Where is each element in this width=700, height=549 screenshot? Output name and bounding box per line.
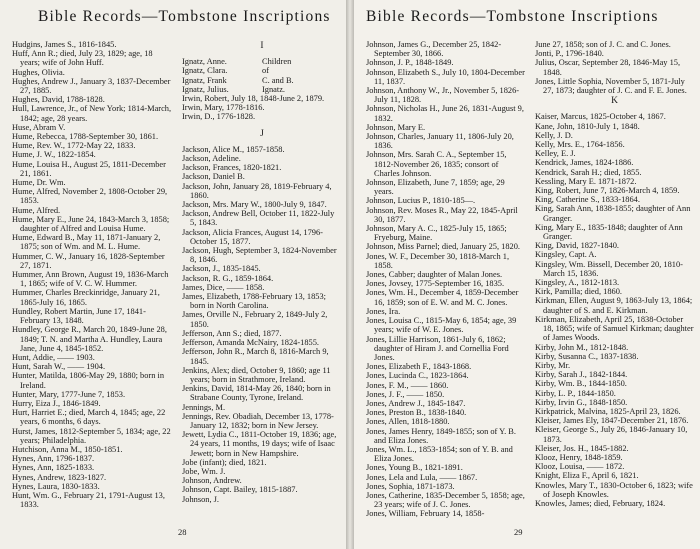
list-item: Jones, Wm. H., December 4, 1859-December 16, 1859; son of E. W. and M. C. Jones. — [366, 288, 519, 307]
list-item: Kirkpatrick, Malvina, 1825-April 23, 1826. — [535, 406, 681, 416]
list-item: Kendrick, James, 1824-1886. — [535, 158, 634, 168]
list-item: Kingsley, A., 1812-1813. — [535, 278, 620, 288]
list-item: Kingsley, Capt. A. — [535, 250, 597, 260]
list-item: Irwin, Mary, 1778-1816. — [182, 103, 265, 113]
list-item: Kirby, Susanna C., 1837-1838. — [535, 351, 639, 361]
list-item: of — [262, 66, 269, 76]
list-item: Hurst, James, 1812-September 5, 1834; age, 22 years; Philadelphia. — [12, 426, 171, 445]
list-item: Johnson, Miss Parnel; died, January 25, 1820. — [366, 242, 520, 252]
list-item: Jackson, Daniel B. — [182, 172, 245, 182]
list-item: Hunt, Sarah W., —— 1904. — [12, 362, 106, 372]
list-item: King, Catherine S., 1833-1864. — [535, 195, 640, 205]
list-item: King, Mary E., 1835-1848; daughter of Ann Granger. — [535, 222, 683, 242]
list-item: Jones, J. F., —— 1850. — [366, 389, 445, 399]
list-item: Hummer, Charles Breckinridge, January 21, 1865-July 16, 1865. — [12, 288, 160, 307]
list-item: Hughes, Andrew J., January 3, 1837-December 27, 1885. — [12, 76, 171, 96]
list-item: Klooz, Louisa, —— 1872. — [535, 462, 625, 472]
list-item: King, Robert, June 7, 1826-March 4, 1859. — [535, 186, 680, 196]
list-item: King, Sarah Ann, 1838-1855; daughter of Ann Granger. — [535, 204, 691, 223]
list-item: Irwin, Robert, July 18, 1848-June 2, 1879. — [182, 94, 325, 104]
list-item: Kleiser, James Ely, 1847-December 21, 1876. — [535, 416, 689, 426]
list-item: Jones, Elizabeth F., 1843-1868. — [366, 362, 472, 372]
list-item: Hynes, Laura, 1830-1833. — [12, 481, 100, 491]
list-item: Jones, Andrew J., 1845-1847. — [366, 398, 466, 408]
list-item: Johnson, J. — [182, 494, 219, 504]
list-item: Klooz, Henry, 1848-1859. — [535, 452, 623, 462]
list-item: Ignatz, Anne. — [182, 57, 227, 67]
list-item: Kelly, J. D. — [535, 130, 573, 140]
list-item: Jones, Little Sophia, November 5, 1871-July 27, 1873; daughter of J. C. and F. E. Jones. — [535, 76, 687, 96]
list-item: Johnson, Anthony W., Jr., November 5, 1826-July 11, 1828. — [366, 86, 520, 105]
list-item: Hume, Alfred. — [12, 205, 61, 215]
list-item: Johnson, J. P., 1848-1849. — [366, 58, 454, 68]
list-item: Johnson, Lucius P., 1810-185—. — [366, 196, 476, 206]
list-item: Julius, Oscar, September 28, 1846-May 15, 1848. — [535, 58, 681, 77]
list-item: Jones, Young B., 1821-1891. — [366, 463, 463, 473]
list-item: Jones, Catherine, 1835-December 5, 1858; age, 23 years; wife of J. C. Jones. — [366, 490, 525, 510]
list-item: Jennings, M. — [182, 402, 226, 412]
page-number: 29 — [514, 527, 523, 537]
list-item: Kirby, Sarah J., 1842-1844. — [535, 370, 628, 380]
list-item: Kirby, Mr. — [535, 360, 571, 370]
list-item: Jobe, Wm. J. — [182, 466, 226, 476]
list-item: Jones, Allen, 1818-1880. — [366, 417, 450, 427]
list-item: Jones, F. M., —— 1860. — [366, 380, 449, 390]
page-number: 28 — [178, 527, 187, 537]
list-item: Ignatz, Clara. — [182, 66, 228, 76]
list-item: Jackson, Mrs. Mary W., 1800-July 9, 1847. — [182, 200, 327, 210]
list-item: Hummer, Ann Brown, August 19, 1836-March 1, 1865; wife of V. C. W. Hummer. — [12, 270, 169, 289]
section-letter-i: I — [260, 41, 264, 51]
list-item: Jefferson, Ann S.; died, 1877. — [182, 328, 282, 338]
ignatz-note — [262, 57, 294, 94]
list-item: Hutchison, Anna M., 1850-1851. — [12, 444, 123, 454]
list-item: Kirby, Wm. B., 1844-1850. — [535, 379, 627, 389]
list-item: Kleiser, George S., July 26, 1846-January 10, 1873. — [535, 425, 688, 444]
list-item: Hughes, David, 1788-1828. — [12, 95, 105, 105]
list-item: Huff, Ann R.; died, July 23, 1829; age, 18 years; wife of John Huff. — [12, 49, 153, 68]
list-item: Johnson, Rev. Moses R., May 22, 1845-April 30, 1877. — [366, 205, 518, 224]
list-item: Jones, Wm. L., 1853-1854; son of Y. B. and Eliza Jones. — [366, 444, 513, 464]
list-item: Hume, Rebecca, 1788-September 30, 1861. — [12, 132, 159, 142]
list-item: Jackson, Andrew Bell, October 11, 1822-July 5, 1843. — [182, 209, 335, 228]
list-item: King, David, 1827-1840. — [535, 241, 619, 251]
list-item: Ignatz, Julius. — [182, 84, 229, 94]
list-item: James, Elizabeth, 1788-February 13, 1853; born in North Carolina. — [182, 292, 326, 311]
list-item: Jackson, Hugh, September 3, 1824-November 8, 1846. — [182, 246, 337, 265]
list-item: James, Orville N., February 2, 1849-July 2, 1850. — [182, 310, 328, 329]
column-2 — [535, 40, 694, 519]
list-item: Kessling, Mary E. 1871-1872. — [535, 176, 637, 186]
list-item: Hummer, C. W., January 16, 1828-September 27, 1871. — [12, 251, 165, 270]
list-item: Hynes, Andrew, 1823-1827. — [12, 472, 107, 482]
list-item: Johnson, Mary E. — [366, 122, 426, 132]
list-item: Hurt, Harriet E.; died, March 4, 1845; age, 22 years, 6 months, 6 days. — [12, 408, 166, 427]
section-i-entries — [182, 94, 342, 122]
list-item: Jones, James Henry, 1849-1855; son of Y. B. and Eliza Jones. — [366, 426, 516, 445]
list-item: Jackson, Alicia Frances, August 14, 1796-October 15, 1877. — [182, 227, 323, 246]
list-item: Jones, William, February 14, 1858- — [366, 509, 485, 519]
list-item: Irwin, D., 1776-1828. — [182, 112, 256, 122]
list-item: Kirkman, Elizabeth, April 25, 1838-October 18, 1865; wife of Samuel Kirkman; daughter of James Woods. — [535, 314, 694, 343]
list-item: Johnson, James G., December 25, 1842-September 30, 1866. — [366, 40, 502, 59]
list-item: Kirby, Irvin G., 1848-1850. — [535, 397, 628, 407]
list-item: Jackson, R. G., 1859-1864. — [182, 273, 274, 283]
list-item: Kirby, L. P., 1844-1850. — [535, 388, 616, 398]
list-item: Jackson, J., 1835-1845. — [182, 264, 261, 274]
list-item: Hynes, Ann, 1825-1833. — [12, 463, 95, 473]
list-item: Jackson, John, January 28, 1819-February 4, 1860. — [182, 181, 332, 200]
list-item: Hume, Edward B., May 11, 1871-January 2, 1875; son of Wm. and M. L. Hume. — [12, 233, 161, 252]
list-item: Kaiser, Marcus, 1825-October 4, 1867. — [535, 112, 666, 122]
list-item: Kane, John, 1810-July 1, 1848. — [535, 121, 640, 131]
list-item: James, Dice, —— 1858. — [182, 282, 265, 292]
page-header: Bible Records—Tombstone Inscriptions — [38, 8, 331, 25]
right-page — [354, 0, 700, 549]
list-item: Knight, Eliza F., April 6, 1821. — [535, 471, 639, 481]
list-item: Jonti, P., 1796-1840. — [535, 49, 604, 59]
list-item: Hunter, Mary, 1777-June 7, 1853. — [12, 389, 126, 399]
list-item: Johnson, Mrs. Sarah C. A., September 15, 1812-November 26, 1835; consort of Charles Johnson. — [366, 150, 507, 178]
list-item: Hynes, Ann, 1796-1837. — [12, 454, 95, 464]
list-item: Jackson, Frances, 1820-1821. — [182, 163, 282, 173]
list-item: Jewett, Lydia C., 1811-October 19, 1836; age, 24 years, 11 months, 19 days; wife of Isaac Jewett; born in New Hampshire. — [182, 430, 337, 458]
list-item: Jones, Ira. — [366, 306, 401, 316]
list-item: Jones, Lela and Lula, —— 1867. — [366, 472, 478, 482]
list-item: Hunt, Addie, —— 1903. — [12, 352, 95, 362]
list-item: Kingsley, Wm. Bissell, December 20, 1810-March 15, 1836. — [535, 259, 683, 278]
list-item: Hundley, Robert Martin, June 17, 1841-February 13, 1848. — [12, 306, 146, 326]
list-item: Kirkman, Ellen, August 9, 1863-July 13, 1864; daughter of S. and E. Kirkman. — [535, 296, 693, 315]
section-j-entries — [182, 145, 342, 504]
list-item: Johnson, Nicholas H., June 26, 1831-August 9, 1832. — [366, 104, 524, 123]
section-letter-k: K — [611, 96, 618, 107]
list-item: Jobe (infant); died, 1821. — [182, 457, 267, 467]
column-1 — [12, 40, 172, 509]
list-item: Hume, Dr. Wm. — [12, 178, 66, 188]
list-item: Kendrick, Sarah H.; died, 1855. — [535, 167, 642, 177]
list-item: Hunt, Wm. G., February 21, 1791-August 13, 1833. — [12, 490, 165, 510]
list-item: Jackson, Adeline. — [182, 154, 241, 164]
column-2 — [182, 40, 342, 509]
list-item: Knowles, James; died, February, 1824. — [535, 498, 666, 508]
column-1 — [366, 40, 525, 519]
list-item: Hughes, Olivia. — [12, 67, 65, 77]
ignatz-group — [182, 57, 342, 94]
list-item: Hume, Mary E., June 24, 1843-March 3, 1858; daughter of Alfred and Louisa Hume. — [12, 214, 170, 234]
list-item: Jenkins, Alex; died, October 9, 1860; age 11 years; born in Strathmore, Ireland. — [182, 365, 331, 384]
list-item: Hull, Lawrence, Jr., of New York; 1814-March, 1842; age, 28 years. — [12, 104, 172, 123]
list-item: Johnson, Mary A. C., 1825-July 15, 1865; Fryeburg, Maine. — [366, 224, 507, 243]
list-item: C. and B. — [262, 75, 294, 85]
list-item: Kleiser, Jos. H., 1845-1882. — [535, 443, 629, 453]
list-item: June 27, 1858; son of J. C. and C. Jones. — [535, 40, 671, 49]
list-item: Jones, Lillie Harrison, 1861-July 6, 1862; daughter of Hiram J. and Cornellia Ford Jones. — [366, 334, 509, 362]
page-header: Bible Records—Tombstone Inscriptions — [366, 8, 659, 25]
columns — [12, 40, 342, 509]
list-item: Jones, Sophia, 1871-1873. — [366, 481, 455, 491]
list-item: Jones, W. F., December 30, 1818-March 1, 1858. — [366, 251, 510, 270]
list-item: Johnson, Andrew. — [182, 476, 242, 486]
book-gutter — [346, 0, 354, 549]
list-item: Jefferson, John R., March 8, 1816-March 9, 1845. — [182, 347, 329, 366]
list-item: Ignatz. — [262, 84, 286, 94]
list-item: Hurry, Eiza J., 1846-1849. — [12, 398, 101, 408]
list-item: Jones, Louisa C., 1815-May 6, 1854; age, 39 years; wife of W. E. Jones. — [366, 316, 517, 335]
section-letter-j: J — [260, 128, 264, 139]
ignatz-names — [182, 57, 262, 94]
list-item: Knowles, Mary T., 1830-October 6, 1823; wife of Joseph Knowles. — [535, 480, 693, 499]
list-item: Jackson, Alice M., 1857-1858. — [182, 144, 285, 154]
list-item: Kirk, Pamilla; died, 1860. — [535, 287, 622, 297]
list-item: Jones, Jovsey, 1775-September 16, 1835. — [366, 279, 505, 289]
list-item: Hume, Louisa H., August 25, 1811-December 21, 1861. — [12, 159, 166, 178]
list-item: Kirby, John M., 1812-1848. — [535, 342, 629, 352]
list-item: Hundley, George R., March 20, 1849-June 28, 1849; T. N. and Martha A. Hundley, Laura Jane, June 4, 1845-1852. — [12, 325, 167, 353]
list-item: Johnson, Charles, January 11, 1806-July 20, 1836. — [366, 132, 514, 151]
section-k-entries — [535, 112, 694, 508]
list-item: Kelley, E. J. — [535, 149, 576, 159]
column-2-entries — [535, 40, 694, 95]
list-item: Huse, Abram V. — [12, 122, 66, 132]
list-item: Ignatz, Frank — [182, 75, 227, 85]
list-item: Hunter, Matilda, 1806-May 29, 1880; born in Ireland. — [12, 371, 165, 390]
list-item: Jones, Lucinda C., 1823-1864. — [366, 371, 469, 381]
list-item: Jennings, Rev. Obadiah, December 13, 1778-January 12, 1832; born in New Jersey. — [182, 411, 334, 430]
columns — [366, 40, 694, 519]
list-item: Jefferson, Amanda McNairy, 1824-1855. — [182, 338, 319, 348]
list-item: Children — [262, 57, 292, 67]
list-item: Hume, Alfred, November 2, 1808-October 29, 1853. — [12, 187, 168, 206]
list-item: Kelly, Mrs. E., 1764-1856. — [535, 140, 625, 150]
list-item: Hume, J. W., 1822-1854. — [12, 150, 96, 160]
list-item: Jenkins, David, 1814-May 26, 1840; born in Strabane County, Tyrone, Ireland. — [182, 384, 331, 403]
list-item: Johnson, Elizabeth, June 7, 1859; age, 29 years. — [366, 178, 505, 197]
list-item: Hume, Rev. W., 1772-May 22, 1833. — [12, 141, 136, 151]
list-item: Johnson, Capt. Bailey, 1815-1887. — [182, 485, 298, 495]
list-item: Jones, Preston B., 1838-1840. — [366, 408, 467, 418]
list-item: Hudgins, James S., 1816-1845. — [12, 40, 117, 49]
list-item: Johnson, Elizabeth S., July 10, 1804-December 11, 1837. — [366, 67, 525, 86]
left-page — [0, 0, 346, 549]
list-item: Jones, Cabber; daughter of Malan Jones. — [366, 270, 503, 280]
